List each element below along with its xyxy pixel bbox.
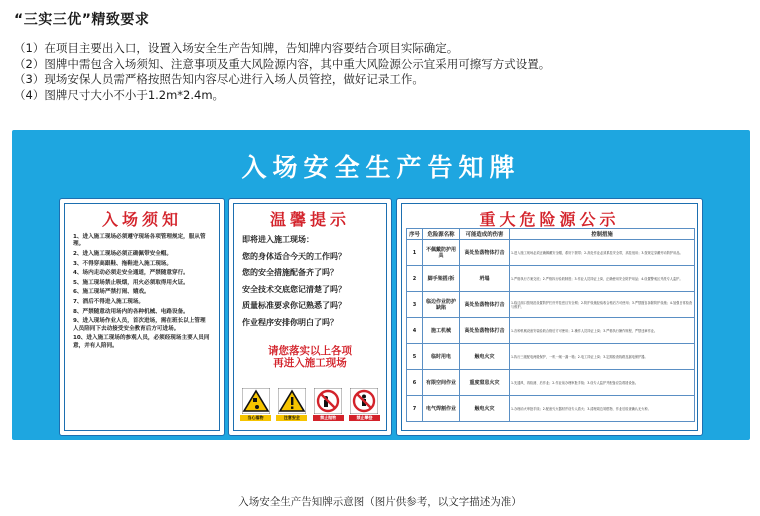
tips-question-list bbox=[234, 230, 386, 331]
requirements-list bbox=[14, 41, 550, 103]
notice-item: 4、场内走动必须走安全通道，严禁随意穿行。 bbox=[73, 270, 189, 277]
hazard-no: 2 bbox=[407, 266, 423, 292]
hazard-control: 1.先通风、再检测、后作业；2.作业前办理审批手续；3.设专人监护并配备应急救援设备。 bbox=[510, 370, 695, 396]
hazard-name: 施工机械 bbox=[423, 318, 460, 344]
warm-tips-heading: 温馨提示 bbox=[269, 210, 350, 229]
tips-question: 作业程序安排你明白了吗？ bbox=[242, 317, 338, 327]
safety-sign bbox=[276, 388, 307, 421]
safety-sign bbox=[240, 388, 271, 421]
hazard-control: 1.执行三级配电两级保护，一机一闸一漏一箱；2.电工持证上岗；3.定期检查线路及漏电保护器。 bbox=[510, 344, 695, 370]
hazard-table bbox=[406, 228, 695, 422]
document-title: “三实三优”精致要求 bbox=[14, 12, 150, 28]
entry-notice-list bbox=[65, 230, 219, 350]
notice-item: 6、施工现场严禁打闹、嬉戏。 bbox=[73, 289, 150, 296]
notice-item: 2、进入施工现场必须正确佩带安全帽。 bbox=[73, 251, 172, 257]
requirement-item: （2）图牌中需包含入场须知、注意事项及重大风险源内容，其中重大风险源公示宜采用可擦写方式设置。 bbox=[14, 56, 551, 71]
hazard-row bbox=[407, 396, 695, 422]
column-header: 危险源名称 bbox=[423, 229, 460, 240]
safety-sign bbox=[349, 388, 380, 421]
hazard-no: 4 bbox=[407, 318, 423, 344]
hazard-no: 3 bbox=[407, 292, 423, 318]
safety-signs-row bbox=[240, 388, 380, 421]
sign-label: 注意安全 bbox=[276, 415, 307, 421]
no-throwing-icon bbox=[314, 388, 342, 414]
tips-slogan-line: 再进入施工现场 bbox=[273, 357, 347, 369]
board-title: 入场安全生产告知牌 bbox=[241, 153, 521, 182]
safety-sign bbox=[313, 388, 344, 421]
tips-question: 即将进入施工现场： bbox=[242, 235, 314, 244]
column-header: 控制措施 bbox=[510, 229, 695, 240]
hazard-no: 6 bbox=[407, 370, 423, 396]
notice-item: 9、进入现场作业人员，首次进场，需在班长以上管理人员陪同下去动接受安全教育后方可进场。 bbox=[73, 318, 206, 332]
entry-notice-heading: 入场须知 bbox=[101, 210, 182, 229]
hazard-harm: 高处坠落物体打击 bbox=[460, 318, 510, 344]
falling-object-warning-icon bbox=[242, 388, 270, 414]
hazard-no: 1 bbox=[407, 240, 423, 266]
no-climbing-icon bbox=[350, 388, 378, 414]
hazard-control: 1.各种机械设备安装验收合格后方可使用；2.操作人员持证上岗；3.严格执行操作规程，严禁违章作业。 bbox=[510, 318, 695, 344]
requirement-item: （1）在项目主要出入口，设置入场安全生产告知牌，告知牌内容要结合项目实际确定。 bbox=[14, 41, 459, 55]
sign-label: 当心落物 bbox=[240, 415, 271, 421]
hazard-harm: 高处坠落物体打击 bbox=[460, 240, 510, 266]
hazard-name: 不佩戴防护用具 bbox=[423, 240, 460, 266]
hazard-row bbox=[407, 266, 695, 292]
hazard-row bbox=[407, 318, 695, 344]
hazard-control: 1.进入施工现场必须正确佩戴安全帽，系好下颌带；2.高处作业必须系挂安全带，高挂低用；3.按规定穿戴劳动防护用品。 bbox=[510, 240, 695, 266]
hazard-row bbox=[407, 370, 695, 396]
hazard-table-header bbox=[407, 229, 695, 240]
hazard-harm: 触电火灾 bbox=[460, 344, 510, 370]
hazard-row bbox=[407, 344, 695, 370]
hazard-control: 1.临边洞口按规范设置防护栏杆并挂密目安全网；2.防护设施经验收合格后方可使用；3.严禁擅自拆除防护设施；4.加强日常检查与维护。 bbox=[510, 292, 695, 318]
warm-tips-panel bbox=[228, 198, 392, 436]
hazard-harm: 触电火灾 bbox=[460, 396, 510, 422]
notice-item: 5、施工现场禁止吸烟，用火必须取得用火证。 bbox=[73, 279, 189, 286]
column-header: 序号 bbox=[407, 229, 423, 240]
hazard-name: 脚手架搭/拆 bbox=[423, 266, 460, 292]
hazard-name: 临时用电 bbox=[423, 344, 460, 370]
tips-slogan bbox=[234, 345, 386, 369]
hazard-name: 有限空间作业 bbox=[423, 370, 460, 396]
hazard-row bbox=[407, 292, 695, 318]
entry-notice-panel bbox=[59, 198, 225, 436]
safety-notice-board bbox=[12, 130, 750, 440]
notice-item: 10、进入施工现场的参观人员，必须经现场主要人员同意，并有人陪同。 bbox=[73, 335, 210, 349]
hazard-harm: 重度窒息火灾 bbox=[460, 370, 510, 396]
caution-warning-icon bbox=[278, 388, 306, 414]
hazard-control: 1.严格执行方案交底；2.严格执行验收制度；3.作业人员持证上岗，正确使用安全防护用品；4.设置警戒区并派专人监护。 bbox=[510, 266, 695, 292]
major-hazard-panel bbox=[396, 198, 703, 436]
sign-label: 禁止攀登 bbox=[349, 415, 380, 421]
hazard-harm: 坍塌 bbox=[460, 266, 510, 292]
tips-question: 您的安全措施配备齐了吗？ bbox=[242, 268, 338, 277]
requirement-item: （4）图牌尺寸大小不小于1.2m*2.4m。 bbox=[14, 87, 225, 102]
notice-item: 8、严禁随意动用场内的各种机械、电路设备。 bbox=[73, 308, 189, 315]
hazard-name: 临边作业防护缺陷 bbox=[423, 292, 460, 318]
hazard-name: 电气焊割作业 bbox=[423, 396, 460, 422]
notice-item: 7、酒后不得进入施工现场。 bbox=[73, 298, 145, 305]
tips-question: 您的身体适合今天的工作吗？ bbox=[242, 251, 346, 261]
notice-item: 3、不得穿高跟鞋、拖鞋进入施工现场。 bbox=[73, 260, 172, 267]
figure-caption: 入场安全生产告知牌示意图（图片供参考，以文字描述为准） bbox=[238, 496, 522, 508]
hazard-row bbox=[407, 240, 695, 266]
hazard-harm: 高处坠落物体打击 bbox=[460, 292, 510, 318]
major-hazard-heading: 重大危险源公示 bbox=[479, 210, 620, 229]
column-header: 可能造成的伤害 bbox=[460, 229, 510, 240]
tips-question: 安全技术交底您记清楚了吗？ bbox=[242, 284, 346, 294]
hazard-no: 7 bbox=[407, 396, 423, 422]
sign-label: 禁止抛物 bbox=[313, 415, 344, 421]
hazard-control: 1.办理动火审批手续；2.配备灭火器材并设专人看火；3.清理周边易燃物，作业后检查确认无火种。 bbox=[510, 396, 695, 422]
notice-item: 1、进入施工现场必须遵守现场各项管理规定，服从管理。 bbox=[73, 234, 206, 248]
tips-question: 质量标准要求你记熟悉了吗？ bbox=[242, 301, 346, 310]
requirement-item: （3）现场安保人员需严格按照告知内容尽心进行入场人员管控，做好记录工作。 bbox=[14, 72, 424, 86]
hazard-no: 5 bbox=[407, 344, 423, 370]
tips-slogan-line: 请您落实以上各项 bbox=[268, 345, 352, 357]
